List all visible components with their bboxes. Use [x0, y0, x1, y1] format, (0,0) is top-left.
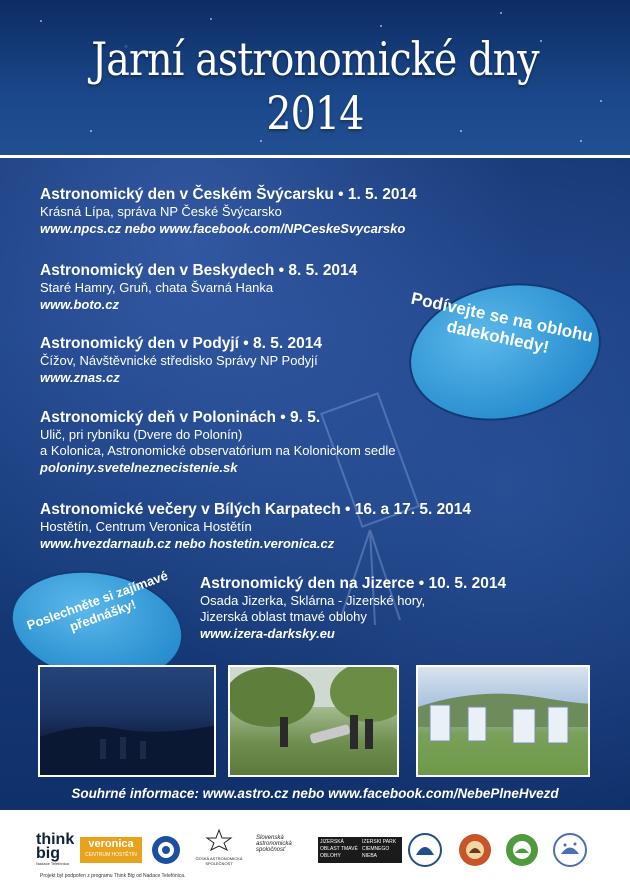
event-jizerka	[200, 574, 506, 643]
event-detail: Osada Jizerka, Sklárna - Jizerské hory,	[200, 593, 426, 608]
event-detail: a Kolonica, Astronomické observatórium na Kolonickom sedle	[40, 443, 396, 458]
event-detail: Hostětín, Centrum Veronica Hostětín	[40, 519, 252, 534]
divider	[0, 155, 630, 158]
event-detail: Krásná Lípa, správa NP České Švýcarsko	[40, 204, 282, 219]
photo-telescope-outdoor	[228, 665, 399, 777]
event-heading: Astronomický den v Českém Švýcarsku • 1. 5. 2014	[40, 186, 417, 203]
event-bile-karpaty	[40, 500, 471, 553]
photo-night-observation	[38, 665, 216, 777]
event-url[interactable]: www.npcs.cz nebo www.facebook.com/NPCeskeSvycarsko	[40, 221, 406, 236]
event-beskydy	[40, 261, 357, 314]
event-heading: Astronomický den v Podyjí • 8. 5. 2014	[40, 335, 322, 352]
header-sky	[0, 0, 630, 155]
event-heading: Astronomický den na Jizerce • 10. 5. 2014	[200, 575, 507, 592]
sas-logo: Slovenská astronomická spoločnosť	[256, 835, 292, 853]
telescopes-bubble-text: Podívejte se na oblohu dalekohledy!	[409, 288, 595, 357]
summary-info[interactable]: Souhrné informace: www.astro.cz nebo www.facebook.com/NebePlneHvezd	[71, 786, 559, 801]
event-url[interactable]: www.izera-darksky.eu	[200, 626, 335, 641]
event-detail: Čížov, Návštěvnické středisko Správy NP Podyjí	[40, 353, 318, 368]
star-wheel-logo	[151, 835, 181, 870]
event-url[interactable]: www.boto.cz	[40, 297, 119, 312]
event-heading: Astronomický den v Beskydech • 8. 5. 2014	[40, 262, 358, 279]
event-heading: Astronomické večery v Bílých Karpatech • 16. a 17. 5. 2014	[40, 501, 472, 518]
event-url[interactable]: www.hvezdarnaub.cz nebo hostetin.veronica.cz	[40, 536, 335, 551]
lectures-bubble-text: Poslechněte si zajímavé přednášky!	[24, 567, 170, 635]
think-big-logo: think big Nadace Telefónica	[36, 831, 75, 866]
np-logo-2	[458, 833, 492, 872]
event-url[interactable]: poloniny.svetelneznecistenie.sk	[40, 460, 238, 475]
photo-exhibition-tent	[416, 665, 590, 777]
event-url[interactable]: www.znas.cz	[40, 370, 120, 385]
event-podyji	[40, 334, 322, 387]
event-poloniny	[40, 408, 396, 477]
np-logo-3	[505, 833, 539, 872]
np-logo-4	[553, 833, 587, 872]
page-title: Jarní astronomické dny 2014	[91, 32, 539, 140]
jizerska-oblast-logo: JIZERSKÁ OBLAST TMAVÉ OBLOHY IZERSKI PARK CIEMNEGO NIEBA	[318, 837, 402, 863]
np-logo-1	[408, 833, 442, 872]
event-detail: Staré Hamry, Gruň, chata Švarná Hanka	[40, 280, 274, 295]
event-ceske-svycarsko	[40, 185, 417, 238]
veronica-logo: veronica CENTRUM HOSTĚTÍN	[80, 837, 142, 863]
event-detail: Ulič, pri rybníku (Dvere do Polonín)	[40, 427, 243, 442]
sponsor-logos	[0, 815, 630, 891]
event-detail: Jizerská oblast tmavé oblohy	[200, 609, 367, 624]
cas-logo: ČESKÁ ASTRONOMICKÁ SPOLEČNOST	[190, 829, 248, 866]
footnote: Projekt byl podpořen z programu Think Big od Nadace Telefónica.	[40, 873, 186, 879]
event-heading: Astronomický deň v Poloninách • 9. 5.	[40, 409, 321, 426]
